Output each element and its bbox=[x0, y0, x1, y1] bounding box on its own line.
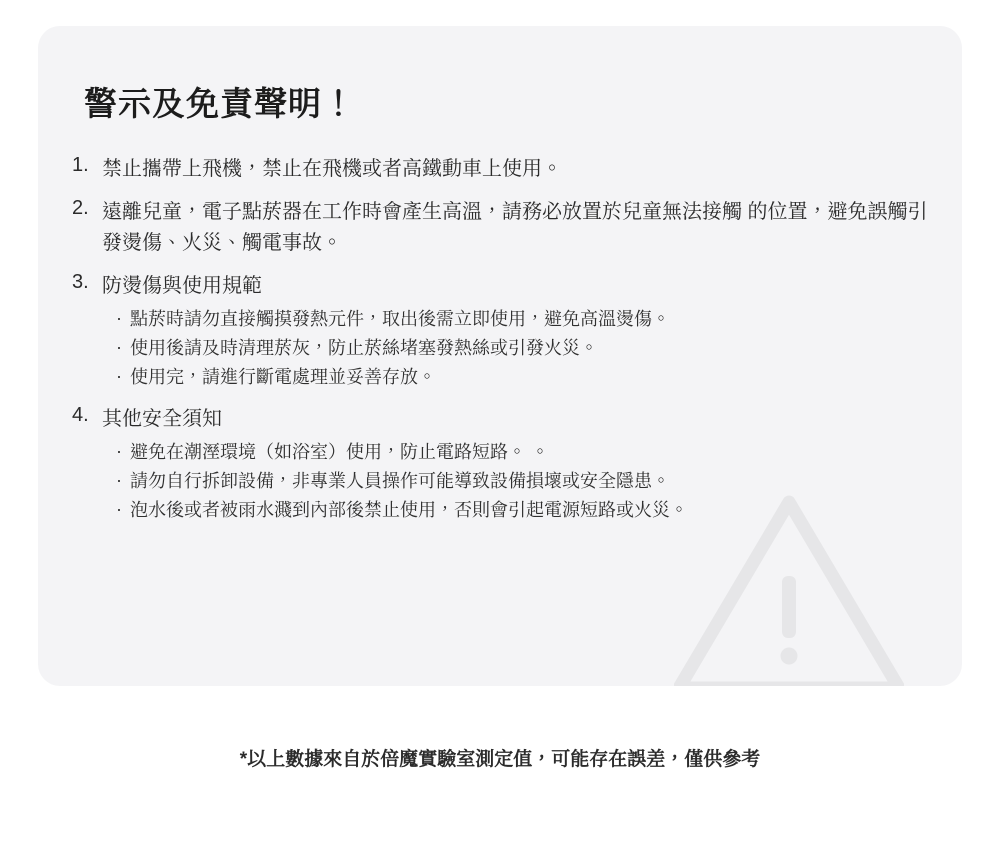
sub-rule-item: · 避免在潮溼環境（如浴室）使用，防止電路短路。 。 bbox=[116, 438, 928, 467]
sub-rules-list bbox=[102, 305, 928, 392]
rule-heading: 其他安全須知 bbox=[102, 408, 222, 431]
sub-rule-item: · 使用後請及時清理菸灰，防止菸絲堵塞發熱絲或引發火災。 bbox=[116, 334, 928, 363]
rule-number: 1. bbox=[72, 153, 89, 176]
sub-rule-item: · 使用完，請進行斷電處理並妥善存放。 bbox=[116, 363, 928, 392]
list-item bbox=[72, 271, 928, 392]
rule-heading: 防燙傷與使用規範 bbox=[102, 274, 262, 297]
rule-text: 禁止攜帶上飛機，禁止在飛機或者高鐵動車上使用。 bbox=[102, 157, 562, 180]
sub-rule-item: · 請勿自行拆卸設備，非專業人員操作可能導致設備損壞或安全隱患。 bbox=[116, 467, 928, 496]
rule-number: 2. bbox=[72, 196, 89, 219]
rule-number: 3. bbox=[72, 270, 89, 293]
footnote-text: *以上數據來自於倍魔實驗室測定值，可能存在誤差，僅供參考 bbox=[239, 749, 761, 770]
list-item bbox=[72, 154, 928, 185]
rule-number: 4. bbox=[72, 404, 89, 427]
card-content bbox=[38, 26, 962, 526]
list-item bbox=[72, 197, 928, 259]
sub-rule-item: · 泡水後或者被雨水濺到內部後禁止使用，否則會引起電源短路或火災。 bbox=[116, 496, 928, 525]
rule-text: 遠離兒童，電子點菸器在工作時會產生高溫，請務必放置於兒童無法接觸 的位置，避免誤觸引發燙傷、火災、觸電事故。 bbox=[102, 200, 928, 254]
page-title: 警示及免責聲明！ bbox=[84, 85, 356, 122]
rules-list bbox=[72, 154, 928, 526]
sub-rule-item: · 點菸時請勿直接觸摸發熱元件，取出後需立即使用，避免高溫燙傷。 bbox=[116, 305, 928, 334]
list-item bbox=[72, 404, 928, 525]
sub-rules-list bbox=[102, 438, 928, 525]
warning-disclaimer-card bbox=[38, 26, 962, 686]
